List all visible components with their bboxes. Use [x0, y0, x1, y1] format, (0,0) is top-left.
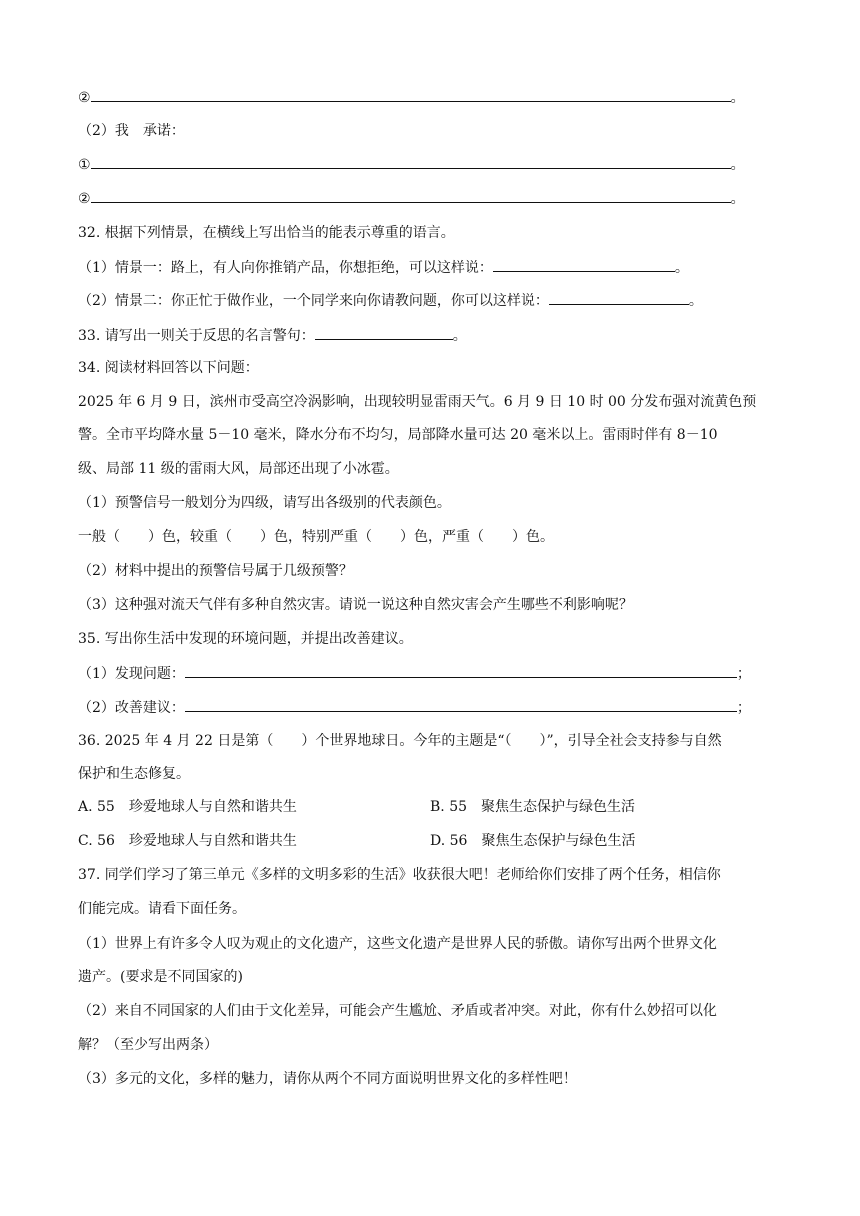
- q34-sub1: （1）预警信号一般划分为四级，请写出各级别的代表颜色。: [78, 495, 451, 511]
- q31-item2-line: ② 。: [78, 87, 745, 108]
- item-marker: ②: [78, 90, 91, 106]
- q35-stem: 35. 写出你生活中发现的环境问题，并提出改善建议。: [78, 631, 413, 647]
- answer-blank[interactable]: [91, 188, 731, 203]
- q36-option-d[interactable]: D. 56 聚焦生态保护与绿色生活: [430, 833, 636, 849]
- q36-option-b[interactable]: B. 55 聚焦生态保护与绿色生活: [430, 799, 636, 815]
- answer-blank[interactable]: [493, 257, 675, 272]
- answer-blank[interactable]: [91, 87, 731, 102]
- answer-blank[interactable]: [91, 154, 731, 169]
- answer-blank[interactable]: [185, 697, 737, 712]
- q35-problem-line: （1）发现问题： ；: [78, 663, 751, 684]
- q34-material-line3: 级、局部 11 级的雷雨大风，局部还出现了小冰雹。: [78, 461, 399, 477]
- q32-scenario2: （2）情景二：你正忙于做作业，一个同学来向你请教问题，你可以这样说： 。: [78, 290, 703, 311]
- q37-task3: （3）多元的文化，多样的魅力，请你从两个不同方面说明世界文化的多样性吧！: [78, 1071, 577, 1087]
- q32-scenario1: （1）情景一：路上，有人向你推销产品，你想拒绝，可以这样说： 。: [78, 257, 689, 278]
- q31-part2-label: （2）我 承诺：: [78, 123, 185, 139]
- q32-stem: 32. 根据下列情景，在横线上写出恰当的能表示尊重的语言。: [78, 225, 455, 241]
- q35-suggestion-line: （2）改善建议： ；: [78, 697, 751, 718]
- answer-blank[interactable]: [315, 325, 453, 340]
- q36-stem-line1: 36. 2025 年 4 月 22 日是第（ ）个世界地球日。今年的主题是“（ ）”，引导全社会支持参与自然: [78, 733, 722, 749]
- q34-sub1-fill: 一般（ ）色，较重（ ）色，特别严重（ ）色，严重（ ）色。: [78, 529, 554, 545]
- q36-option-c[interactable]: C. 56 珍爱地球人与自然和谐共生: [78, 833, 297, 849]
- q37-task1-line2: 遗产。(要求是不同国家的): [78, 969, 243, 985]
- q34-stem: 34. 阅读材料回答以下问题：: [78, 360, 259, 376]
- q31-promise2-line: ② 。: [78, 188, 745, 209]
- q37-task2-line1: （2）来自不同国家的人们由于文化差异，可能会产生尴尬、矛盾或者冲突。对此，你有什么妙招可以化: [78, 1003, 717, 1019]
- answer-blank[interactable]: [185, 663, 737, 678]
- q36-stem-line2: 保护和生态修复。: [78, 766, 190, 782]
- q34-sub3: （3）这种强对流天气伴有多种自然灾害。请说一说这种自然灾害会产生哪些不利影响呢？: [78, 597, 633, 613]
- q37-task1-line1: （1）世界上有许多令人叹为观止的文化遗产，这些文化遗产是世界人民的骄傲。请你写出两个世界文化: [78, 936, 717, 952]
- q37-stem-line2: 们能完成。请看下面任务。: [78, 901, 246, 917]
- q33-line: 33. 请写出一则关于反思的名言警句： 。: [78, 325, 467, 346]
- q34-material-line2: 警。全市平均降水量 5－10 毫米，降水分布不均匀，局部降水量可达 20 毫米以上。雷雨时伴有 8－10: [78, 427, 718, 443]
- item-marker: ①: [78, 157, 91, 173]
- q34-sub2: （2）材料中提出的预警信号属于几级预警？: [78, 563, 353, 579]
- q37-task2-line2: 解？（至少写出两条）: [78, 1037, 218, 1053]
- item-marker: ②: [78, 191, 91, 207]
- answer-blank[interactable]: [549, 290, 689, 305]
- q36-option-a[interactable]: A. 55 珍爱地球人与自然和谐共生: [78, 799, 297, 815]
- q31-promise1-line: ① 。: [78, 154, 745, 175]
- q37-stem-line1: 37. 同学们学习了第三单元《多样的文明多彩的生活》收获很大吧！老师给你们安排了两个任务，相信你: [78, 867, 721, 883]
- q34-material-line1: 2025 年 6 月 9 日，滨州市受高空冷涡影响，出现较明显雷雨天气。6 月 9 日 10 时 00 分发布强对流黄色预: [78, 394, 757, 410]
